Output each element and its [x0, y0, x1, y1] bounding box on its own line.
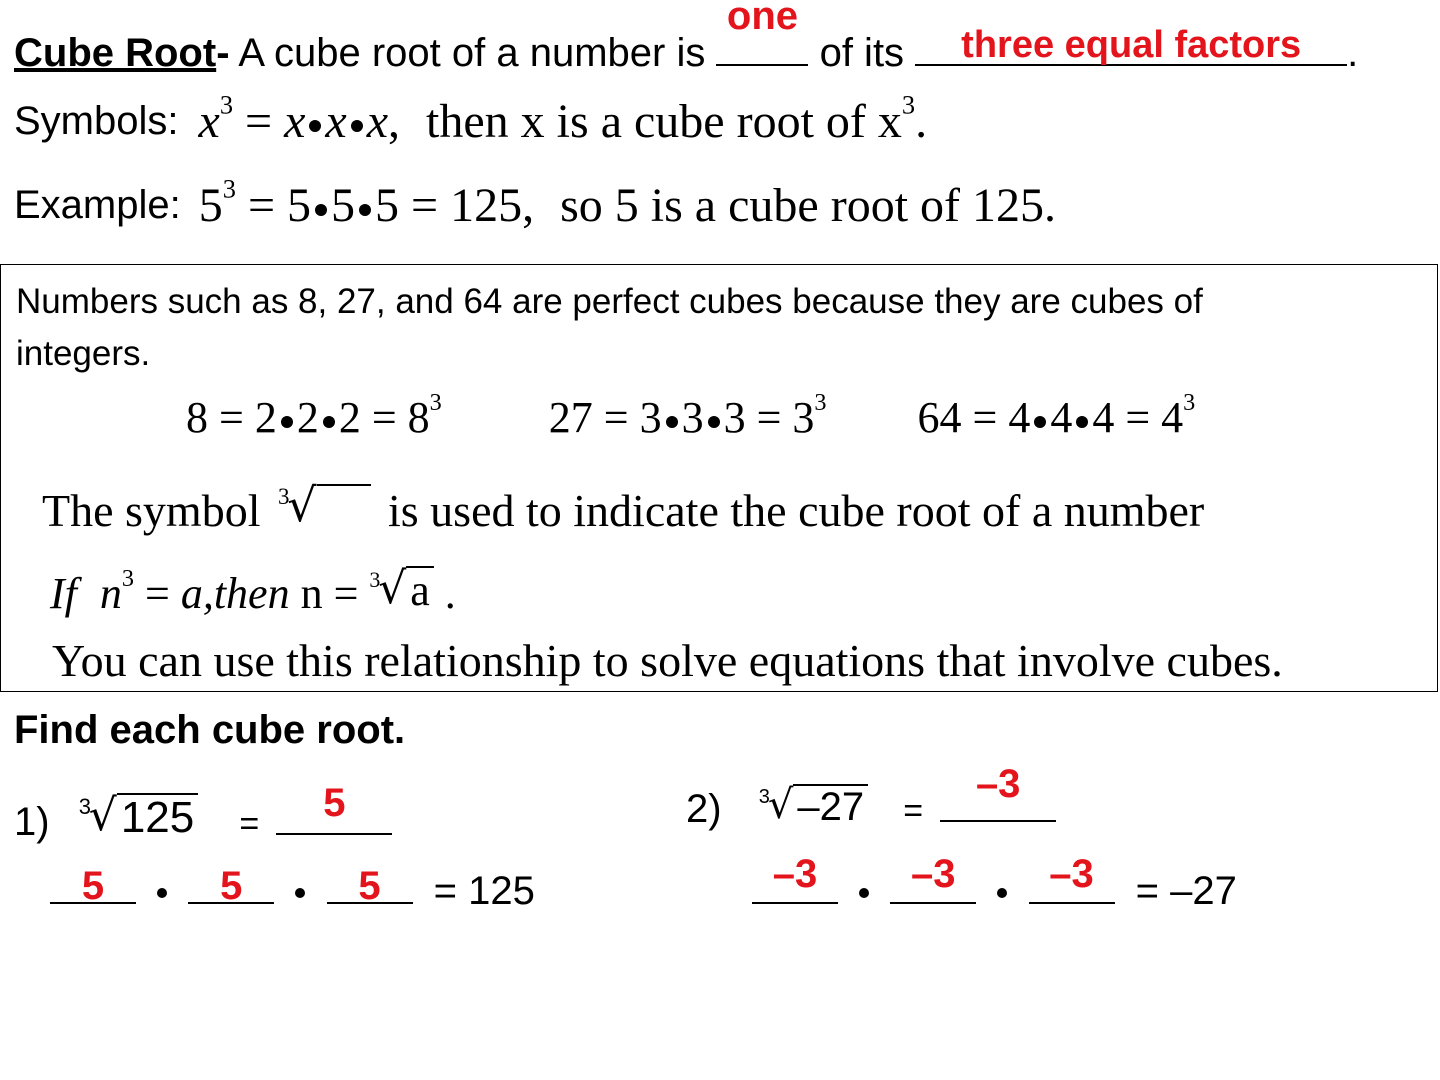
problem-2-radical [759, 782, 868, 828]
problem-1-equals: = [239, 805, 260, 843]
radical-index: 3 [369, 567, 381, 593]
symbols-period: . [915, 95, 928, 148]
symbols-sentence-exp: 3 [901, 89, 916, 120]
math-x3: x [366, 95, 389, 148]
problem-2-answer-blank [940, 762, 1056, 822]
math-comma: , [388, 95, 401, 148]
eq1-cube-base: 8 [407, 393, 430, 442]
math-equals: = [233, 95, 285, 148]
if-then-period: . [433, 569, 456, 618]
factor-blank [188, 862, 274, 908]
definition-text-middle: of its [808, 31, 916, 75]
radical-index: 3 [277, 484, 290, 510]
problem-2-factor-3: –3 [1049, 852, 1094, 896]
dot-icon [281, 416, 293, 428]
example-math: $5^3 = 5$ 5 5 = 125, so 5 is a cube root of 125. [198, 173, 1057, 232]
term-dash: - [216, 31, 230, 75]
dot-icon [157, 888, 167, 898]
symbols-math [198, 89, 928, 148]
math-x2: x [325, 95, 347, 148]
then-word: then [213, 569, 290, 618]
problem-2-factor-2: –3 [911, 852, 956, 896]
if-word: If [50, 569, 77, 618]
dot-icon [859, 888, 869, 898]
dot-icon [323, 416, 335, 428]
eq3-number: 64 [917, 393, 962, 442]
problem-2-factors [752, 852, 1237, 914]
answer-one: one [726, 0, 799, 38]
problem-2-answer: –3 [975, 762, 1021, 806]
problem-1-factor-3: 5 [358, 864, 381, 908]
eq3-factor: 4 [1008, 393, 1031, 442]
definition-end: . [1347, 31, 1359, 75]
eq2-number: 27 [548, 393, 593, 442]
dot-icon [708, 416, 720, 428]
definition-text-before: A cube root of a number is [229, 31, 717, 75]
dot-icon [351, 120, 363, 132]
dot-icon [997, 888, 1007, 898]
factor-blank [50, 862, 136, 908]
cube-root-symbol [278, 478, 371, 532]
dot-icon [1034, 416, 1046, 428]
problem-2-number: 2) [686, 787, 722, 831]
eq2-factor: 3 [681, 393, 704, 442]
radical-index: 3 [78, 794, 91, 820]
term-cube-root: Cube Root [14, 31, 217, 75]
symbols-sentence: then x is a cube root of x [426, 95, 902, 148]
perfect-cube-equations [186, 389, 1196, 443]
problem-1-product: = 125 [433, 869, 535, 913]
symbols-label: Symbols: [14, 99, 179, 143]
if-then-line: If $n^3$ = a,then n = 3 √ a . [50, 563, 456, 618]
problem-1-radicand: 125 [117, 793, 198, 841]
equation-27: 27 = 3 3 $3 = 3^3$ [548, 389, 827, 442]
symbol-sentence [42, 478, 1204, 537]
dot-icon [666, 416, 678, 428]
eq1-exp: 3 [429, 389, 442, 417]
then-n: n [300, 569, 323, 618]
eq3-cube-base: 4 [1161, 393, 1184, 442]
example-factor-1: 5 [287, 179, 312, 232]
eq3-factor: 4 [1050, 393, 1073, 442]
problem-1 [14, 781, 392, 845]
if-n: n [99, 569, 122, 618]
example-base: 5 [198, 179, 223, 232]
eq2-cube-base: 3 [792, 393, 815, 442]
blank-one [716, 0, 808, 66]
dot-icon [359, 204, 371, 216]
factor-blank [890, 852, 976, 904]
radical-index: 3 [758, 786, 770, 808]
example-factor-2: 5 [331, 179, 356, 232]
problem-1-factor-1: 5 [81, 864, 105, 908]
dot-icon [1076, 416, 1088, 428]
example-line [14, 173, 1057, 233]
problem-1-number: 1) [14, 800, 50, 844]
eq1-factor: 2 [254, 393, 277, 442]
factor-blank [327, 862, 413, 908]
eq2-factor: 3 [723, 393, 746, 442]
dot-icon [315, 204, 327, 216]
problem-1-radical [79, 790, 199, 841]
blank-two [915, 24, 1347, 66]
problem-1-answer-blank [276, 781, 392, 835]
radical-sign-icon: √ [767, 782, 794, 828]
symbols-line [14, 89, 928, 149]
answer-three-equal-factors: three equal factors [961, 24, 1302, 66]
definition-line [14, 0, 1359, 76]
eq2-exp: 3 [814, 389, 827, 417]
dot-icon [295, 888, 305, 898]
math-x-base: x [198, 95, 220, 148]
find-heading: Find each cube root. [14, 708, 406, 752]
radicand-a: a [406, 566, 434, 614]
eq1-number: 8 [186, 393, 208, 442]
radical-sign-icon: √ [88, 790, 117, 841]
problem-2 [686, 762, 1056, 832]
problem-2-factor-1: –3 [772, 852, 818, 896]
example-exp: 3 [222, 173, 236, 204]
symbol-after-text: is used to indicate the cube root of a number [388, 485, 1205, 536]
problem-1-factors [50, 862, 535, 914]
dot-icon [309, 120, 321, 132]
if-a: a, [180, 569, 214, 618]
eq1-factor: 2 [338, 393, 361, 442]
eq1-factor: 2 [296, 393, 319, 442]
radical-sign-icon: √ [287, 478, 317, 532]
relationship-sentence: You can use this relationship to solve equations that involve cubes. [52, 635, 1283, 686]
example-result: 125, [450, 179, 535, 232]
equation-8: 8 = 2 2 $2 = 8^3$ [186, 389, 442, 442]
radical-sign-icon: √ [378, 563, 407, 614]
eq2-factor: 3 [639, 393, 662, 442]
symbol-before-text: The symbol [42, 485, 261, 536]
factor-blank [1029, 852, 1115, 904]
if-exp: 3 [121, 565, 134, 593]
example-sentence: so 5 is a cube root of 125. [560, 179, 1057, 232]
box-intro: Numbers such as 8, 27, and 64 are perfect cubes because they are cubes of integers. [16, 282, 1203, 373]
cube-root-of-a [369, 563, 433, 614]
problem-2-radicand: –27 [793, 784, 868, 828]
math-x-exp: 3 [219, 89, 234, 120]
factor-blank [752, 852, 838, 904]
problem-1-answer: 5 [323, 781, 346, 825]
equation-64: 64 = 4 4 $4 = 4^3$ [917, 389, 1196, 442]
radicand-empty [317, 484, 371, 532]
eq3-factor: 4 [1092, 393, 1115, 442]
math-x1: x [284, 95, 306, 148]
problem-1-factor-2: 5 [220, 864, 243, 908]
example-label: Example: [14, 183, 181, 227]
eq3-exp: 3 [1183, 389, 1196, 417]
problem-2-equals: = [903, 792, 924, 830]
example-factor-3: 5 [375, 179, 400, 232]
problem-2-product: = –27 [1135, 869, 1237, 913]
